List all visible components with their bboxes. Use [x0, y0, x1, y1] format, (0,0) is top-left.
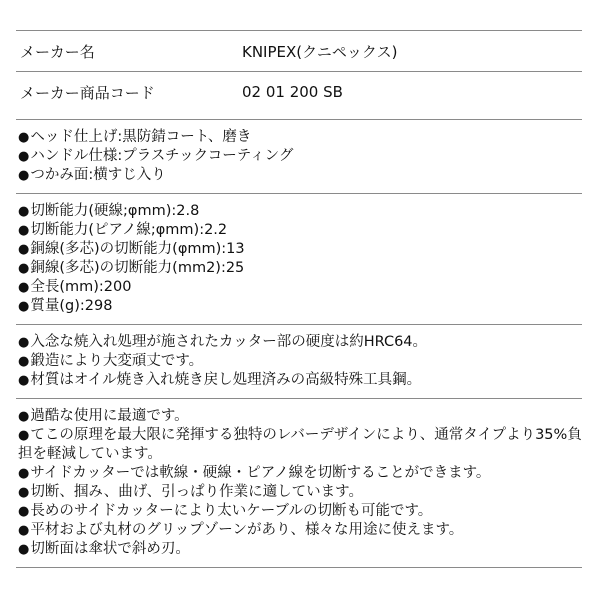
bullet-icon: ●: [18, 466, 30, 481]
divider: [16, 567, 582, 568]
spec-row-product-code: [16, 71, 582, 112]
bullet-icon: ●: [18, 373, 30, 388]
spec-label: メーカー商品コード: [20, 83, 155, 102]
bullet-icon: ●: [18, 354, 30, 369]
bullet-icon: ●: [18, 149, 30, 164]
list-item: ●平材および丸材のグリップゾーンがあり、様々な用途に使えます。: [18, 522, 464, 538]
bullet-icon: ●: [18, 280, 30, 295]
list-item: ●鍛造により大変頑丈です。: [18, 353, 204, 369]
list-item: ●ヘッド仕上げ:黒防錆コート、磨き: [18, 129, 252, 145]
list-item: ●材質はオイル焼き入れ焼き戻し処理済みの高級特殊工具鋼。: [18, 372, 422, 388]
feature-block-usage: [16, 398, 582, 567]
spec-value: 02 01 200 SB: [242, 83, 343, 101]
bullet-icon: ●: [18, 261, 30, 276]
list-item: ●つかみ面:横すじ入り: [18, 167, 166, 183]
feature-block-capacity: [16, 193, 582, 324]
bullet-icon: ●: [18, 168, 30, 183]
bullet-icon: ●: [18, 335, 30, 350]
list-item: ●過酷な使用に最適です。: [18, 408, 189, 424]
bullet-icon: ●: [18, 542, 30, 557]
bullet-icon: ●: [18, 504, 30, 519]
bullet-icon: ●: [18, 204, 30, 219]
list-item: ●てこの原理を最大限に発揮する独特のレバーデザインにより、通常タイプより35%負担を軽減しています。: [18, 427, 582, 462]
list-item: ●切断面は傘状で斜め刃。: [18, 541, 190, 557]
list-item: ●銅線(多芯)の切断能力(mm2):25: [18, 260, 245, 276]
list-item: ●ハンドル仕様:プラスチックコーティング: [18, 148, 294, 164]
bullet-icon: ●: [18, 409, 30, 424]
feature-block-material: [16, 324, 582, 398]
list-item: ●質量(g):298: [18, 298, 113, 314]
bullet-icon: ●: [18, 242, 30, 257]
bullet-icon: ●: [18, 485, 30, 500]
list-item: ●サイドカッターでは軟線・硬線・ピアノ線を切断することができます。: [18, 465, 491, 481]
bullet-icon: ●: [18, 223, 30, 238]
list-item: ●銅線(多芯)の切断能力(φmm):13: [18, 241, 245, 257]
list-item: ●切断、掴み、曲げ、引っぱり作業に適しています。: [18, 484, 363, 500]
bullet-icon: ●: [18, 523, 30, 538]
spec-label: メーカー名: [20, 42, 95, 61]
spec-sheet: [16, 30, 582, 568]
list-item: ●切断能力(ピアノ線;φmm):2.2: [18, 222, 228, 238]
bullet-icon: ●: [18, 428, 30, 443]
spec-value: KNIPEX(クニペックス): [242, 42, 398, 61]
feature-block-finish: [16, 119, 582, 193]
bullet-icon: ●: [18, 299, 30, 314]
spec-row-maker: [16, 30, 582, 71]
list-item: ●全長(mm):200: [18, 279, 132, 295]
list-item: ●切断能力(硬線;φmm):2.8: [18, 203, 200, 219]
list-item: ●入念な焼入れ処理が施されたカッター部の硬度は約HRC64。: [18, 334, 428, 350]
list-item: ●長めのサイドカッターにより太いケーブルの切断も可能です。: [18, 503, 433, 519]
bullet-icon: ●: [18, 130, 30, 145]
